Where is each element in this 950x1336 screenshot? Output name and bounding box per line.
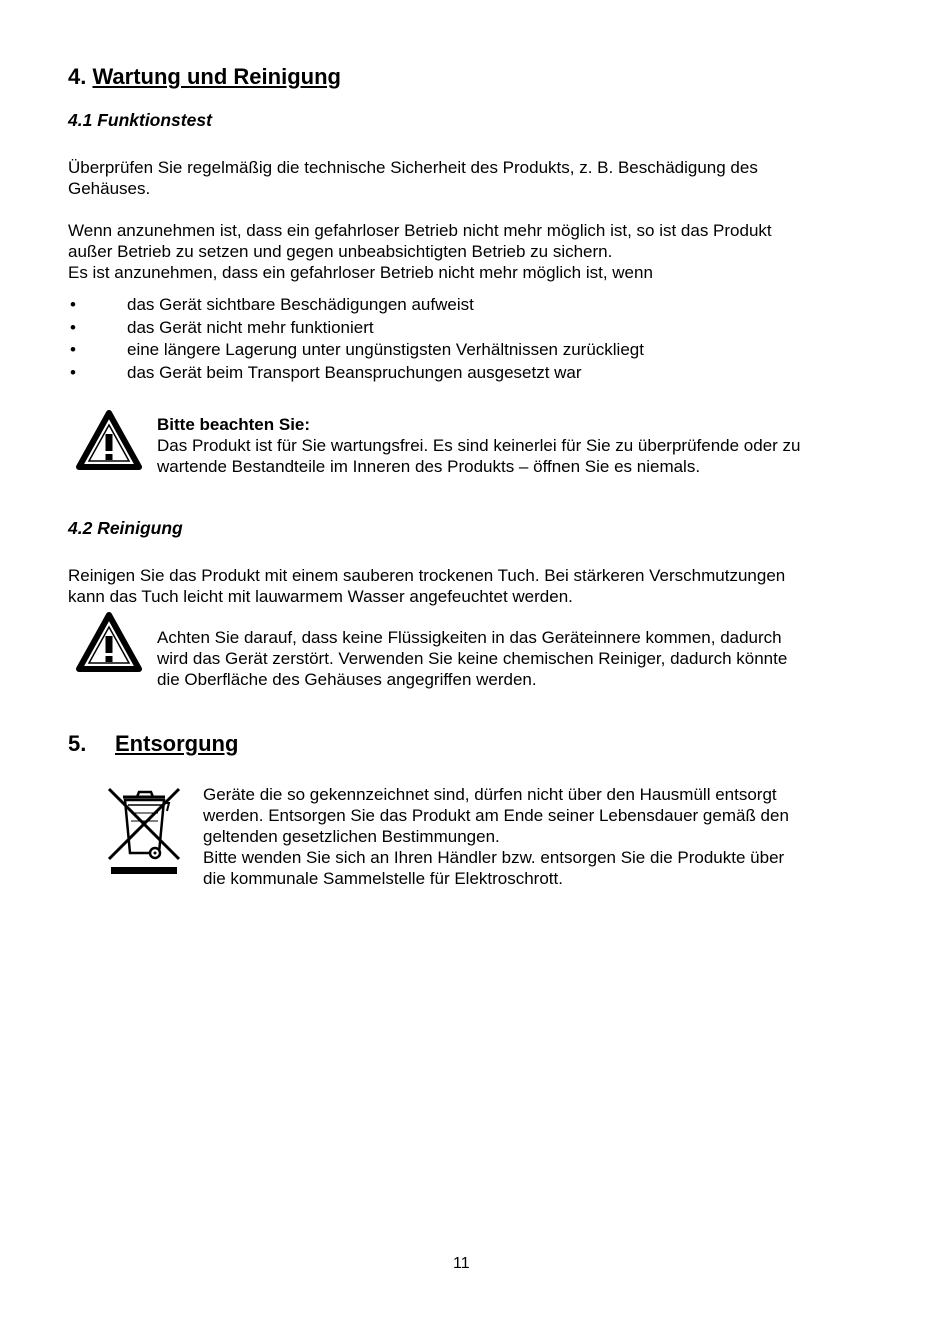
- text-line: Überprüfen Sie regelmäßig die technische Sicherheit des Produkts, z. B. Beschädigung des: [68, 158, 758, 177]
- text-line: Es ist anzunehmen, dass ein gefahrloser Betrieb nicht mehr möglich ist, wenn: [68, 263, 653, 282]
- text-line: Bitte wenden Sie sich an Ihren Händler bzw. entsorgen Sie die Produkte über: [203, 848, 785, 867]
- warning-triangle-icon: [76, 410, 142, 470]
- list-item-text: das Gerät beim Transport Beanspruchungen ausgesetzt war: [127, 362, 582, 382]
- list-item: [68, 362, 868, 385]
- section-5-heading: [68, 731, 238, 757]
- text-line: Achten Sie darauf, dass keine Flüssigkeiten in das Geräteinnere kommen, dadurch: [157, 628, 782, 647]
- section-4-heading: [68, 64, 341, 90]
- text-line: Geräte die so gekennzeichnet sind, dürfen nicht über den Hausmüll entsorgt: [203, 785, 777, 804]
- list-item-text: eine längere Lagerung unter ungünstigsten Verhältnissen zurückliegt: [127, 340, 644, 359]
- disposal-text: [203, 784, 789, 889]
- bullet-icon: •: [70, 317, 76, 337]
- list-item-text: das Gerät sichtbare Beschädigungen aufweist: [127, 295, 474, 314]
- paragraph-safety-check: [68, 157, 758, 199]
- maintenance-note: [157, 414, 801, 477]
- text-line: die kommunale Sammelstelle für Elektroschrott.: [203, 869, 563, 888]
- bullet-icon: •: [70, 362, 76, 382]
- paragraph-cleaning: [68, 565, 785, 607]
- text-line: außer Betrieb zu setzen und gegen unbeabsichtigten Betrieb zu sichern.: [68, 242, 613, 261]
- list-item: [68, 294, 868, 317]
- text-line: wartende Bestandteile im Inneren des Produkts – öffnen Sie es niemals.: [157, 457, 701, 476]
- subsection-4-1-heading: 4.1 Funktionstest: [68, 110, 212, 130]
- text-line: geltenden gesetzlichen Bestimmungen.: [203, 827, 500, 846]
- text-line: die Oberfläche des Gehäuses angegriffen werden.: [157, 670, 537, 689]
- text-line: Gehäuses.: [68, 179, 151, 198]
- paragraph-out-of-service: [68, 220, 772, 283]
- condition-list: [68, 294, 868, 384]
- section-4-title: Wartung und Reinigung: [92, 64, 341, 89]
- subsection-4-2-heading: 4.2 Reinigung: [68, 518, 183, 538]
- list-item-text: das Gerät nicht mehr funktioniert: [127, 317, 374, 337]
- section-5-title: Entsorgung: [115, 731, 239, 756]
- section-4-number: 4.: [68, 64, 87, 89]
- text-line: werden. Entsorgen Sie das Produkt am Ende seiner Lebensdauer gemäß den: [203, 806, 789, 825]
- list-item: [68, 317, 868, 340]
- bullet-icon: •: [70, 340, 76, 359]
- text-line: Wenn anzunehmen ist, dass ein gefahrloser Betrieb nicht mehr möglich ist, so ist das Produkt: [68, 221, 772, 240]
- warning-triangle-icon: [76, 612, 142, 672]
- list-item: [68, 339, 868, 362]
- crossed-out-wheelie-bin-icon: [103, 783, 185, 877]
- cleaning-warning-note: [157, 627, 787, 690]
- text-line: Das Produkt ist für Sie wartungsfrei. Es sind keinerlei für Sie zu überprüfende oder zu: [157, 436, 801, 455]
- bullet-icon: •: [70, 295, 76, 314]
- section-5-number: 5.: [68, 731, 87, 756]
- text-line: Reinigen Sie das Produkt mit einem sauberen trockenen Tuch. Bei stärkeren Verschmutzungen: [68, 566, 786, 585]
- text-line: kann das Tuch leicht mit lauwarmem Wasser angefeuchtet werden.: [68, 587, 573, 606]
- note-title: Bitte beachten Sie:: [157, 415, 311, 434]
- page-number: 11: [453, 1255, 470, 1272]
- text-line: wird das Gerät zerstört. Verwenden Sie keine chemischen Reiniger, dadurch könnte: [157, 649, 788, 668]
